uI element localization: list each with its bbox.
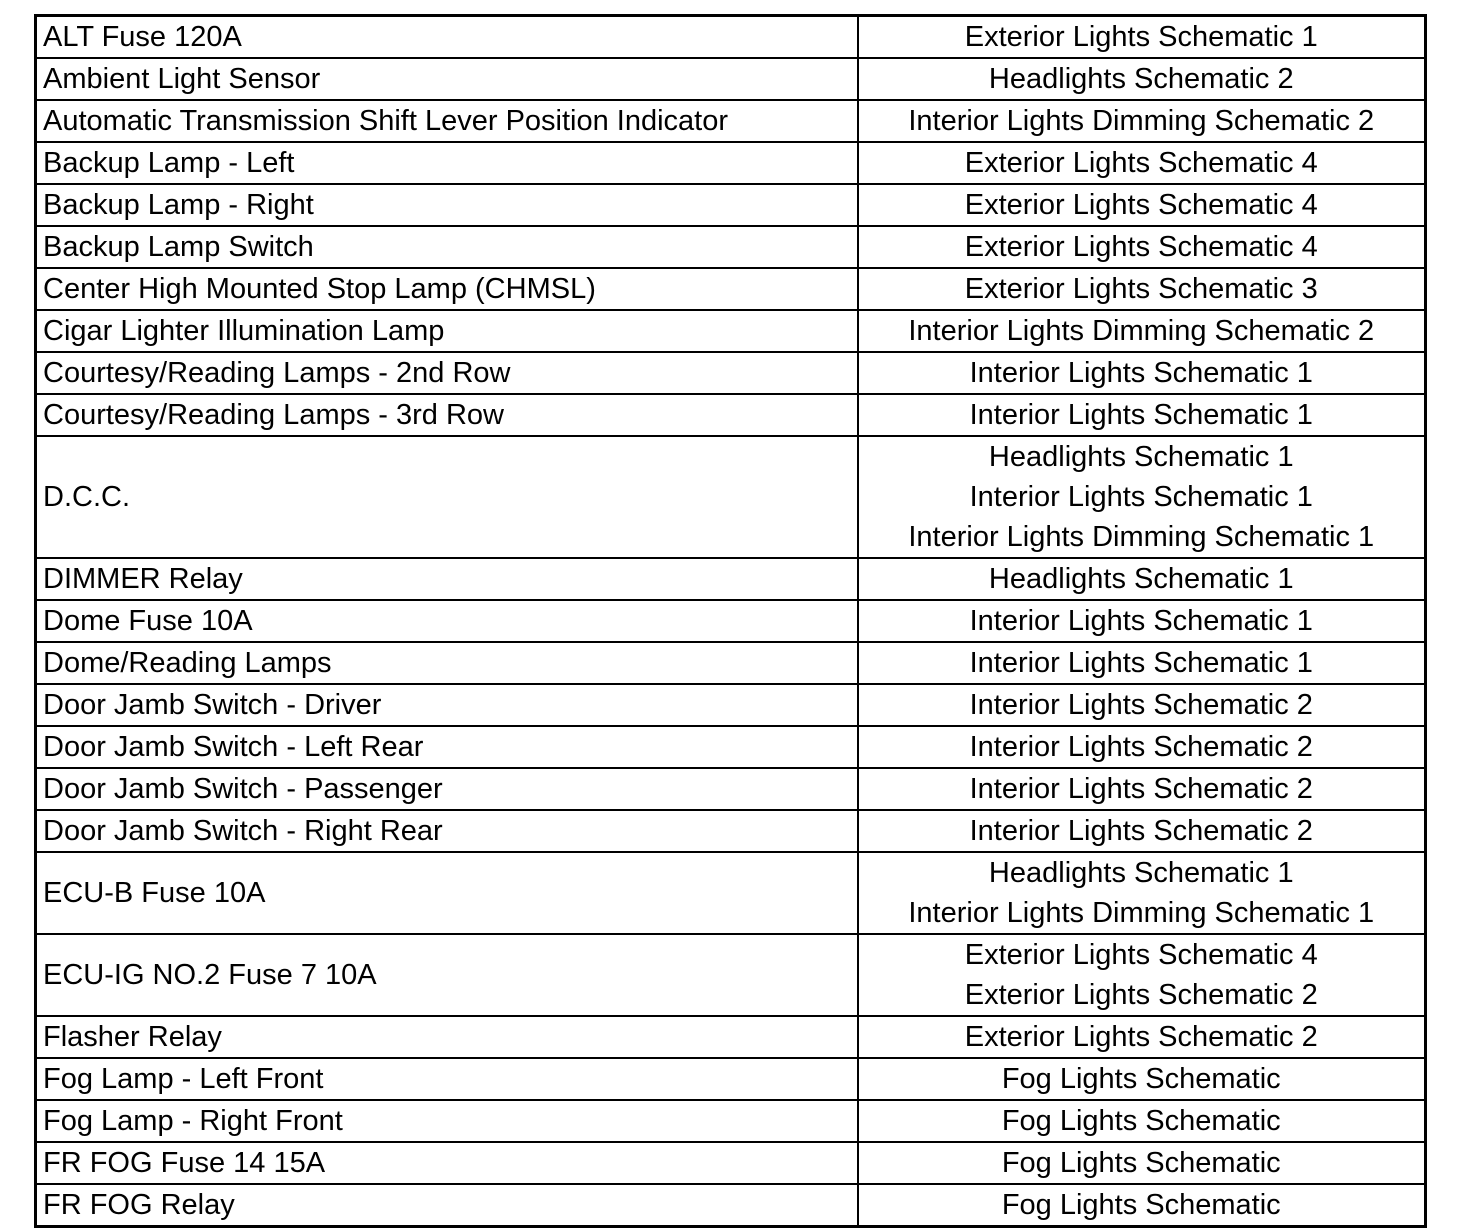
schematic-reference: Interior Lights Schematic 1: [969, 399, 1313, 431]
table-row: [36, 1058, 1426, 1100]
component-name-cell: Cigar Lighter Illumination Lamp: [36, 310, 858, 352]
table-row: [36, 436, 1426, 558]
schematic-reference-cell: [858, 726, 1426, 768]
schematic-reference: Headlights Schematic 2: [988, 63, 1294, 95]
table-row: [36, 16, 1426, 59]
component-name-cell: ECU-B Fuse 10A: [36, 852, 858, 934]
schematic-reference: Interior Lights Dimming Schematic 1: [908, 521, 1375, 553]
schematic-reference-cell: [858, 352, 1426, 394]
table-row: [36, 184, 1426, 226]
table-row: [36, 226, 1426, 268]
schematic-reference: Exterior Lights Schematic 4: [964, 147, 1318, 179]
component-name-cell: Center High Mounted Stop Lamp (CHMSL): [36, 268, 858, 310]
schematic-reference: Interior Lights Schematic 2: [969, 815, 1313, 847]
component-name-cell: ALT Fuse 120A: [36, 16, 858, 59]
component-name-cell: D.C.C.: [36, 436, 858, 558]
table-row: [36, 934, 1426, 1016]
schematic-reference: Interior Lights Schematic 2: [969, 731, 1313, 763]
component-name-cell: Fog Lamp - Left Front: [36, 1058, 858, 1100]
schematic-reference-cell: [858, 852, 1426, 934]
table-row: [36, 1142, 1426, 1184]
schematic-reference-cell: [858, 1100, 1426, 1142]
table-row: [36, 394, 1426, 436]
schematic-reference: Interior Lights Schematic 1: [969, 357, 1313, 389]
schematic-reference-cell: [858, 142, 1426, 184]
schematic-reference: Interior Lights Dimming Schematic 2: [908, 105, 1375, 137]
component-name-cell: Door Jamb Switch - Driver: [36, 684, 858, 726]
table-row: [36, 268, 1426, 310]
schematic-reference: Interior Lights Schematic 1: [969, 647, 1313, 679]
table-row: [36, 1016, 1426, 1058]
schematic-reference: Headlights Schematic 1: [988, 441, 1294, 473]
table-row: [36, 684, 1426, 726]
component-name-cell: Door Jamb Switch - Left Rear: [36, 726, 858, 768]
schematic-reference-cell: [858, 768, 1426, 810]
component-name-cell: Backup Lamp - Left: [36, 142, 858, 184]
schematic-reference: Exterior Lights Schematic 4: [964, 231, 1318, 263]
schematic-reference-cell: [858, 100, 1426, 142]
schematic-reference-cell: [858, 1016, 1426, 1058]
schematic-reference-cell: [858, 1058, 1426, 1100]
schematic-reference: Fog Lights Schematic: [1001, 1189, 1281, 1221]
component-name-cell: DIMMER Relay: [36, 558, 858, 600]
schematic-reference-cell: [858, 226, 1426, 268]
table-row: [36, 852, 1426, 934]
schematic-reference-cell: [858, 934, 1426, 1016]
table-row: [36, 726, 1426, 768]
schematic-reference-cell: [858, 436, 1426, 558]
schematic-reference: Fog Lights Schematic: [1001, 1063, 1281, 1095]
component-name-cell: Door Jamb Switch - Right Rear: [36, 810, 858, 852]
table-row: [36, 100, 1426, 142]
schematic-reference: Exterior Lights Schematic 2: [964, 1021, 1318, 1053]
component-name-cell: Fog Lamp - Right Front: [36, 1100, 858, 1142]
schematic-reference: Interior Lights Dimming Schematic 2: [908, 315, 1375, 347]
schematic-reference: Interior Lights Schematic 2: [969, 773, 1313, 805]
schematic-reference-cell: [858, 394, 1426, 436]
schematic-reference: Exterior Lights Schematic 4: [964, 189, 1318, 221]
component-name-cell: Dome/Reading Lamps: [36, 642, 858, 684]
schematic-reference-cell: [858, 558, 1426, 600]
component-name-cell: Automatic Transmission Shift Lever Position Indicator: [36, 100, 858, 142]
schematic-reference: Interior Lights Dimming Schematic 1: [908, 897, 1375, 929]
schematic-reference-cell: [858, 600, 1426, 642]
schematic-reference: Exterior Lights Schematic 3: [964, 273, 1318, 305]
table-body: [36, 16, 1426, 1227]
table-row: [36, 352, 1426, 394]
component-name-cell: ECU-IG NO.2 Fuse 7 10A: [36, 934, 858, 1016]
schematic-reference: Exterior Lights Schematic 1: [964, 21, 1318, 53]
table-row: [36, 768, 1426, 810]
schematic-reference: Fog Lights Schematic: [1001, 1147, 1281, 1179]
component-index-table: [34, 14, 1427, 1228]
component-name-cell: Backup Lamp Switch: [36, 226, 858, 268]
schematic-reference: Fog Lights Schematic: [1001, 1105, 1281, 1137]
schematic-reference: Exterior Lights Schematic 2: [964, 979, 1318, 1011]
component-name-cell: Ambient Light Sensor: [36, 58, 858, 100]
table-row: [36, 1184, 1426, 1227]
schematic-reference: Interior Lights Schematic 1: [969, 481, 1313, 513]
schematic-reference: Interior Lights Schematic 1: [969, 605, 1313, 637]
component-name-cell: Courtesy/Reading Lamps - 3rd Row: [36, 394, 858, 436]
table-row: [36, 142, 1426, 184]
component-name-cell: FR FOG Fuse 14 15A: [36, 1142, 858, 1184]
schematic-reference-cell: [858, 642, 1426, 684]
table-row: [36, 558, 1426, 600]
schematic-reference-cell: [858, 684, 1426, 726]
schematic-reference-cell: [858, 184, 1426, 226]
component-name-cell: Courtesy/Reading Lamps - 2nd Row: [36, 352, 858, 394]
table-row: [36, 642, 1426, 684]
component-name-cell: Backup Lamp - Right: [36, 184, 858, 226]
schematic-reference-cell: [858, 810, 1426, 852]
schematic-reference: Headlights Schematic 1: [988, 563, 1294, 595]
table-row: [36, 58, 1426, 100]
component-name-cell: Door Jamb Switch - Passenger: [36, 768, 858, 810]
schematic-reference-cell: [858, 58, 1426, 100]
table-row: [36, 1100, 1426, 1142]
component-name-cell: Dome Fuse 10A: [36, 600, 858, 642]
schematic-reference-cell: [858, 1142, 1426, 1184]
schematic-reference: Exterior Lights Schematic 4: [964, 939, 1318, 971]
schematic-reference: Interior Lights Schematic 2: [969, 689, 1313, 721]
schematic-reference-cell: [858, 1184, 1426, 1227]
schematic-reference-cell: [858, 16, 1426, 59]
component-name-cell: Flasher Relay: [36, 1016, 858, 1058]
table-row: [36, 810, 1426, 852]
table-row: [36, 310, 1426, 352]
table-row: [36, 600, 1426, 642]
schematic-reference-cell: [858, 310, 1426, 352]
schematic-reference: Headlights Schematic 1: [988, 857, 1294, 889]
component-name-cell: FR FOG Relay: [36, 1184, 858, 1227]
schematic-reference-cell: [858, 268, 1426, 310]
